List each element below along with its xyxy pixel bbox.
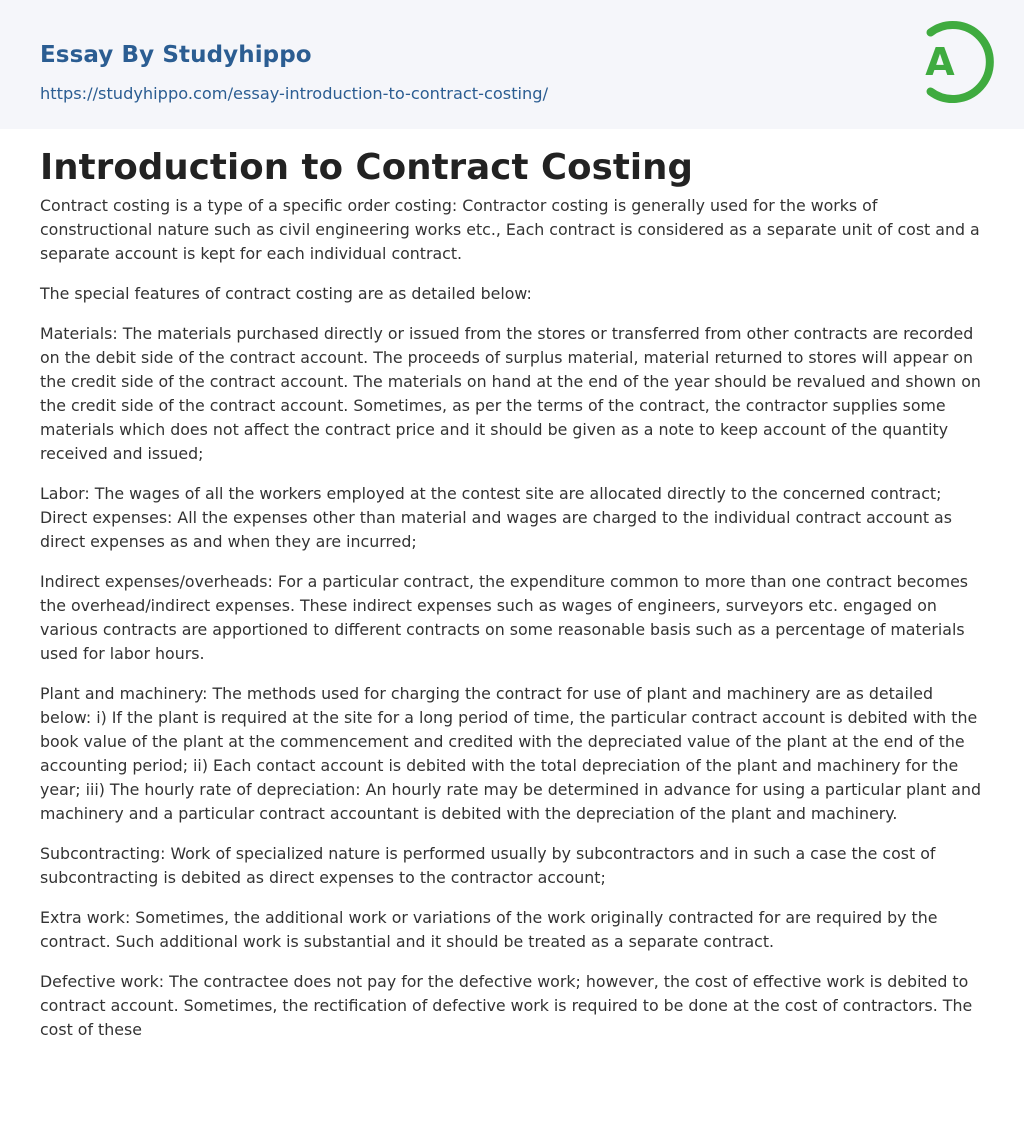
studyhippo-logo-icon[interactable] [910, 16, 994, 108]
logo-letter: A [925, 40, 955, 84]
article-title: Introduction to Contract Costing [40, 147, 694, 188]
brand-title: Essay By Studyhippo [40, 42, 312, 68]
paragraph-materials: Materials: The materials purchased directly or issued from the stores or transferred from other contracts are recorded on the debit side of the contract account. The proceeds of surplus material, material returned to stores will appear on the credit side of the contract account. The materials on hand at the end of the year should be revalued and shown on the credit side of the contract account. Sometimes, as per the terms of the contract, the contractor supplies some materials which does not affect the contract price and it should be given as a note to keep account of the quantity received and issued; [40, 324, 981, 463]
paragraph-intro: Contract costing is a type of a specific order costing: Contractor costing is generally used for the works of constructional nature such as civil engineering works etc., Each contract is considered as a separate unit of cost and a separate account is kept for each individual contract. [40, 196, 980, 263]
source-url-link[interactable]: https://studyhippo.com/essay-introduction-to-contract-costing/ [40, 84, 549, 103]
paragraph-labor: Labor: The wages of all the workers employed at the contest site are allocated directly to the concerned contract; Direct expenses: All the expenses other than material and wages are charged to the individual contract account as direct expenses as and when they are incurred; [40, 484, 952, 551]
paragraph-extra-work: Extra work: Sometimes, the additional work or variations of the work originally contracted for are required by the contract. Such additional work is substantial and it should be treated as a separate contract. [40, 908, 938, 951]
paragraph-indirect-expenses: Indirect expenses/overheads: For a particular contract, the expenditure common to more than one contract becomes the overhead/indirect expenses. These indirect expenses such as wages of engineers, surveyors etc. engaged on various contracts are apportioned to different contracts on some reasonable basis such as a percentage of materials used for labor hours. [40, 572, 969, 663]
page-header [0, 0, 1024, 129]
paragraph-defective-work: Defective work: The contractee does not pay for the defective work; however, the cost of effective work is debited to contract account. Sometimes, the rectification of defective work is required to be done at the cost of contractors. The cost of these [40, 972, 973, 1039]
paragraph-plant-machinery: Plant and machinery: The methods used for charging the contract for use of plant and machinery are as detailed below: i) If the plant is required at the site for a long period of time, the particular contract account is debited with the book value of the plant at the commencement and credited with the depreciated value of the plant at the end of the accounting period; ii) Each contact account is debited with the total depreciation of the plant and machinery for the year; iii) The hourly rate of depreciation: An hourly rate may be determined in advance for using a particular plant and machinery and a particular contract accountant is debited with the depreciation of the plant and machinery. [40, 684, 982, 823]
paragraph-features: The special features of contract costing are as detailed below: [40, 284, 532, 303]
article [40, 146, 988, 1042]
paragraph-subcontracting: Subcontracting: Work of specialized nature is performed usually by subcontractors and in such a case the cost of subcontracting is debited as direct expenses to the contractor account; [40, 844, 936, 887]
